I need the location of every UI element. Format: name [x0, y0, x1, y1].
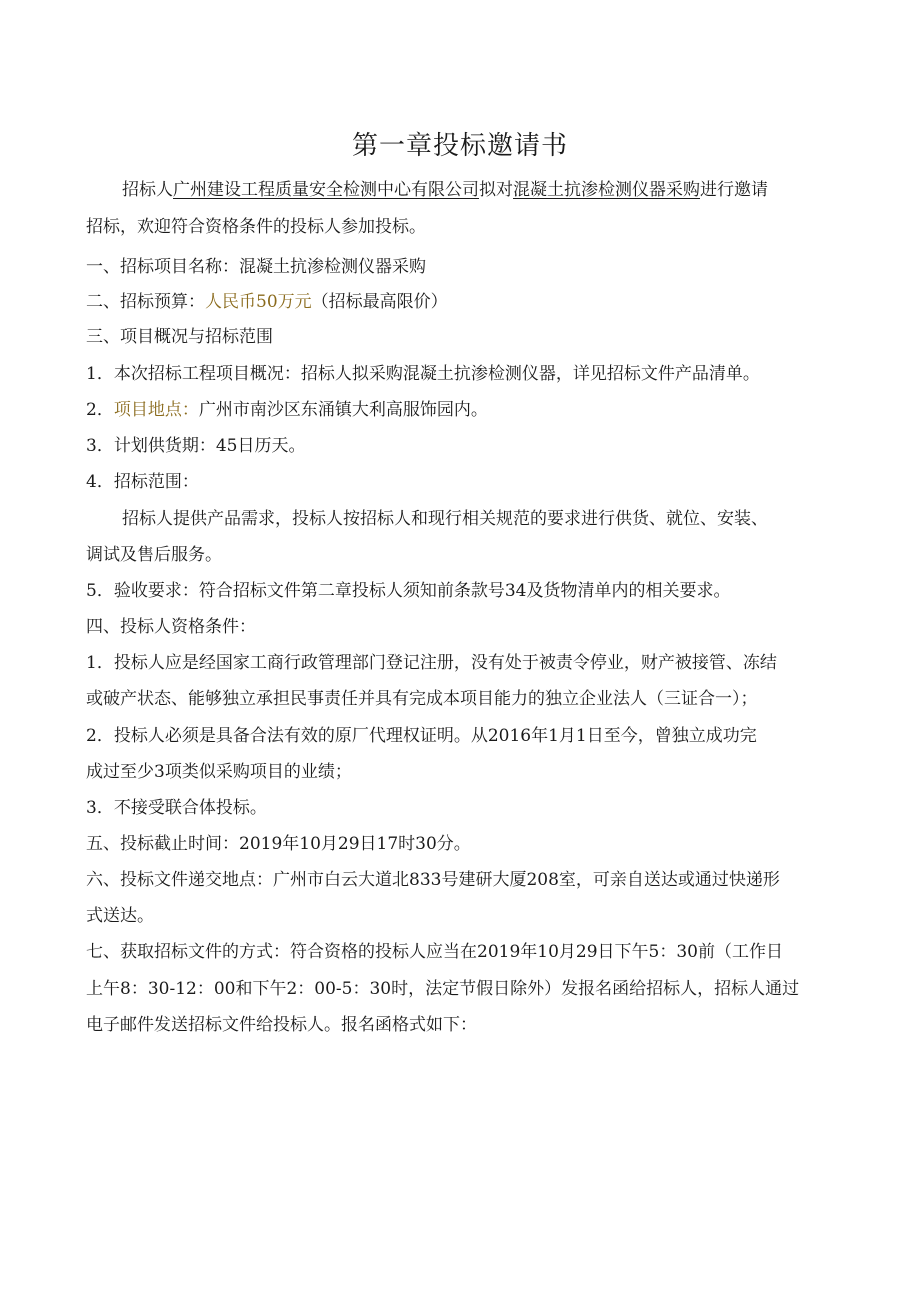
section-4-item-1-line-2: 或破产状态、能够独立承担民事责任并具有完成本项目能力的独立企业法人（三证合一）； — [86, 689, 758, 709]
section-6-line-1: 六、投标文件递交地点：广州市白云大道北833号建研大厦208室，可亲自送达或通过快递形 — [86, 870, 780, 890]
section-4-heading: 四、投标人资格条件： — [86, 617, 256, 637]
intro-line-2: 招标，欢迎符合资格条件的投标人参加投标。 — [86, 217, 426, 237]
section-3-item-5: 5．验收要求：符合招标文件第二章投标人须知前条款号34及货物清单内的相关要求。 — [86, 581, 731, 601]
section-2-budget: 二、招标预算：人民币50万元（招标最高限价） — [86, 292, 448, 312]
budget-amount: 人民币50万元 — [205, 292, 312, 312]
section-3-item-4: 4．招标范围： — [86, 472, 199, 492]
scope-paragraph-line-1: 招标人提供产品需求，投标人按招标人和现行相关规范的要求进行供货、就位、安装、 — [122, 509, 768, 529]
section-3-item-2: 2．项目地点：广州市南沙区东涌镇大利高服饰园内。 — [86, 400, 488, 420]
section-3-item-1: 1．本次招标工程项目概况：招标人拟采购混凝土抗渗检测仪器，详见招标文件产品清单。 — [86, 364, 760, 384]
section-3-heading: 三、项目概况与招标范围 — [86, 327, 273, 347]
section-7-line-1: 七、获取招标文件的方式：符合资格的投标人应当在2019年10月29日下午5：30前（工作日 — [86, 942, 783, 962]
section-5-deadline: 五、投标截止时间：2019年10月29日17时30分。 — [86, 834, 471, 854]
section-4-item-2-line-1: 2．投标人必须是具备合法有效的原厂代理权证明。从2016年1月1日至今，曾独立成功完 — [86, 726, 757, 746]
project-location-label: 项目地点： — [113, 400, 199, 420]
section-1-project-name: 一、招标项目名称：混凝土抗渗检测仪器采购 — [86, 257, 426, 277]
project-name: 混凝土抗渗检测仪器采购 — [513, 180, 700, 200]
section-3-item-3: 3．计划供货期：45日历天。 — [86, 436, 306, 456]
scope-paragraph-line-2: 调试及售后服务。 — [86, 545, 222, 565]
section-6-line-2: 式送达。 — [86, 906, 154, 926]
section-7-line-2: 上午8：30-12：00和下午2：00-5：30时，法定节假日除外）发报名函给招标人，招标人通过 — [86, 979, 800, 999]
section-4-item-2-line-2: 成过至少3项类似采购项目的业绩； — [86, 762, 352, 782]
page-title: 第一章投标邀请书 — [351, 131, 568, 161]
section-7-line-3: 电子邮件发送招标文件给投标人。报名函格式如下： — [86, 1015, 477, 1035]
tenderer-name: 广州建设工程质量安全检测中心有限公司 — [173, 180, 479, 200]
section-4-item-3: 3．不接受联合体投标。 — [86, 798, 267, 818]
section-4-item-1-line-1: 1．投标人应是经国家工商行政管理部门登记注册，没有处于被责令停业，财产被接管、冻结 — [86, 653, 777, 673]
intro-line-1: 招标人广州建设工程质量安全检测中心有限公司拟对混凝土抗渗检测仪器采购进行邀请 — [122, 180, 768, 200]
